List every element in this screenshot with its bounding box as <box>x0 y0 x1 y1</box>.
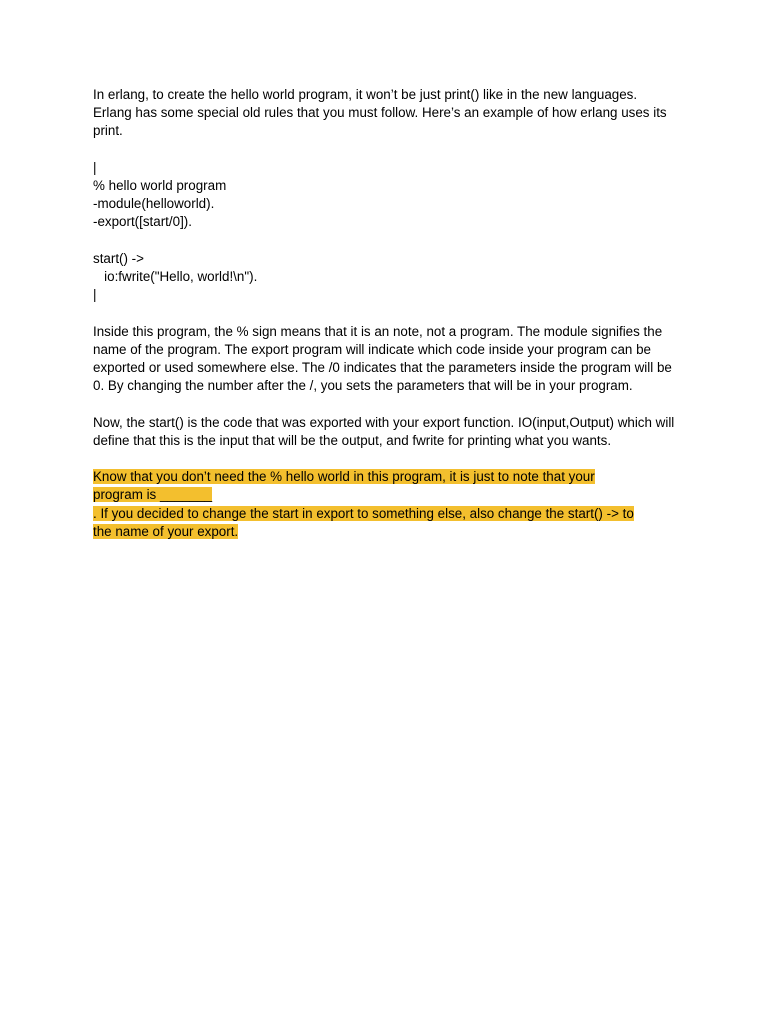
code-line: % hello world program <box>93 178 227 193</box>
code-line: io:fwrite("Hello, world!\n"). <box>93 269 258 284</box>
blank-line <box>93 304 678 322</box>
explanation-paragraph-2: Now, the start() is the code that was exported with your export function. IO(input,Output) which will define that this is the input that will be the output, and fwrite for printing what you wants. <box>93 414 675 448</box>
explanation-paragraph-1: Inside this program, the % sign means that it is an note, not a program. The module signifies the name of the program. The export program will indicate which code inside your program can be exported or used somewhere else. The /0 indicates that the parameters inside the program will be 0. By changing the number after the /, you sets the parameters that will be in your program. <box>93 323 672 394</box>
code-line: -export([start/0]). <box>93 214 192 230</box>
highlighted-text: Know that you don’t need the % hello world in this program, it is just to note that your <box>93 469 595 485</box>
code-line: -module(helloworld). <box>93 196 215 212</box>
code-line: start() -> <box>93 250 144 266</box>
document-page <box>93 86 678 541</box>
highlighted-note <box>93 468 678 541</box>
intro-paragraph: In erlang, to create the hello world program, it won’t be just print() like in the new languages. Erlang has some special old rules that you must follow. Here’s an example of how erlang uses its print. <box>93 87 667 139</box>
code-block-start <box>93 250 678 305</box>
blank-line <box>93 232 678 250</box>
code-line: | <box>93 159 97 175</box>
highlighted-text: . If you decided to change the start in export to something else, also change the start() -> to <box>93 505 634 521</box>
highlighted-text: program is _______ <box>93 487 213 503</box>
highlighted-text: the name of your export. <box>93 523 239 539</box>
code-block-module <box>93 159 678 232</box>
code-line: | <box>93 287 97 303</box>
